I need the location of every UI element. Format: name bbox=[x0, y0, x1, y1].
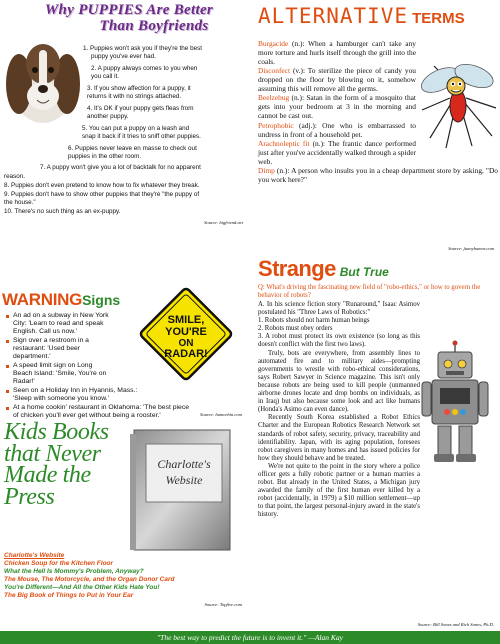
alt-terms-title-sub: TERMS bbox=[412, 10, 465, 27]
warning-title-main: WARNING bbox=[2, 290, 83, 309]
warning-item bbox=[6, 387, 250, 403]
strange-source: Source: Bill Sones and Rich Sones, Ph.D. bbox=[417, 622, 494, 627]
warning-item-line: A speed limit sign on Long bbox=[13, 362, 93, 369]
book-cover-title: Website bbox=[165, 473, 203, 487]
warning-item-line: City: 'Learn to read and speak bbox=[13, 320, 104, 327]
alt-term-definition: (adj.): One who is embarrassed to undress in front of a household pet. bbox=[258, 120, 416, 139]
alt-term-definition: (n.): The frantic dance performed just after you've accidentally walked through a spider web. bbox=[258, 138, 417, 166]
strange-title bbox=[258, 256, 389, 282]
warning-item-line: Seen on a Holiday Inn in Hyannis, Mass.: bbox=[13, 387, 138, 394]
puppies-title-line2: Than Boyfriends bbox=[99, 18, 209, 34]
strange-body bbox=[258, 301, 498, 520]
warning-item-line: Beach Island: 'Smile, You're on bbox=[13, 370, 107, 377]
puppies-line: puppies in the other room. bbox=[68, 153, 142, 160]
warning-item bbox=[6, 337, 250, 361]
kids-book-item: The Mouse, The Motorcycle, and the Organ Donor Card bbox=[4, 575, 175, 583]
puppies-line: 10. There's no such thing as an ex-puppy. bbox=[4, 208, 121, 215]
alt-term-definition: (n.): A person who insults you in a cheap department store by asking, "Do you work here?" bbox=[258, 166, 498, 185]
alt-term-word: Burgacide bbox=[258, 39, 289, 48]
puppies-line: 5. You can put a puppy on a leash and bbox=[82, 125, 190, 132]
book-cover-illustration bbox=[126, 426, 238, 554]
kids-books-title-line: Made the bbox=[4, 462, 91, 488]
warning-item-line: restaurant: 'Used beer bbox=[13, 345, 81, 352]
puppies-source: Source: bigfriend.net bbox=[204, 220, 243, 225]
kids-books-list bbox=[4, 552, 250, 599]
strange-paragraph: Truly, bots are everywhere, from assembly lines to automated fire and to military aides—prompting governments to wrestle with robo-ethical considerations, says Robert Sawyer in Science magazine. This isn't only because robots are being used to kill people (unmanned airborne drones locate and drop bombs on individuals, as in Iraq) but also because some look and act like humans (Honda's Asimo can even dance). bbox=[258, 349, 420, 414]
alt-term-entry bbox=[258, 167, 498, 185]
kids-book-item: You're Different—And All the Other Kids Hate You! bbox=[4, 583, 160, 591]
alt-terms-source: Source: funnyhumor.com bbox=[448, 246, 494, 251]
warning-source: Source: humorbin.com bbox=[200, 412, 242, 417]
strange-paragraph: 2. Robots must obey orders bbox=[258, 325, 333, 333]
kids-books-title-line: that Never bbox=[4, 440, 101, 467]
mosquito-wrap-space bbox=[416, 40, 498, 150]
puppies-line: the house." bbox=[4, 199, 36, 206]
warning-list bbox=[6, 312, 250, 421]
alt-term-definition: (v.): To sterilize the piece of candy you dropped on the floor by blowing on it, somehow assuming this will remove all the germs. bbox=[258, 66, 416, 94]
kids-book-item: Chicken Soup for the Kitchen Floor bbox=[4, 559, 114, 567]
warning-item-line: department.' bbox=[13, 353, 51, 360]
warning-item-line: Sign over a restroom in a bbox=[13, 337, 89, 344]
alt-terms-title bbox=[258, 4, 498, 30]
puppies-line: 8. Puppies don't even pretend to know how to fix whatever they break. bbox=[4, 182, 200, 189]
warning-item-line: At a home cookin' restaurant in Oklahoma: 'The best piece bbox=[13, 404, 190, 411]
puppies-line: 7. A puppy won't give you a lot of backtalk for no apparent bbox=[40, 164, 201, 171]
puppies-line: returns it with no strings attached. bbox=[87, 93, 182, 100]
puppies-title-line1: Why PUPPIES Are Better bbox=[44, 2, 214, 18]
puppies-line: another puppy. bbox=[87, 113, 129, 120]
puppies-line: 4. It's OK if your puppy gets fleas from bbox=[87, 105, 194, 112]
sign-text-line: RADAR! bbox=[164, 348, 208, 360]
kids-book-item: What the Hell Is Mommy's Problem, Anyway? bbox=[4, 567, 144, 575]
warning-item-line: 'Sleep with someone you know.' bbox=[13, 395, 109, 402]
puppies-title bbox=[4, 2, 254, 34]
strange-paragraph: We're not quite to the point in the story where a police officer gets a fully robotic partner or a human marries a robot. But already in the United States, a Michigan jury awarded the family of the first human ever killed by a robot (accidentally, in 1979) a $10 million settlement—up to that point, the largest personal-injury award in the state's history. bbox=[258, 462, 420, 519]
alt-terms-title-main: ALTERNATIVE bbox=[258, 4, 409, 28]
puppy-photo bbox=[3, 34, 83, 126]
strange-paragraph: Recently South Korea established a Robot Ethics Charter and the European Robotics Research Network set standards of robot safety, security, privacy, traceability and identifiability. Japan, with its aging population, foresees robot caregivers in many homes and has issued policies for how they should behave and be treated. bbox=[258, 414, 420, 462]
puppies-line: puppy you've ever had. bbox=[91, 53, 156, 60]
alt-term-definition: (n.): When a hamburger can't take any more torture and hurls itself through the grill into the coals. bbox=[258, 39, 416, 66]
warning-item-line: An ad on a subway in New York bbox=[13, 312, 109, 319]
sign-text-line: SMILE, bbox=[167, 314, 205, 326]
alt-term-word: Disconfect bbox=[258, 66, 291, 76]
puppies-line: snap it back if it tries to sniff other puppies. bbox=[82, 133, 201, 140]
puppies-line: you call it. bbox=[91, 73, 119, 80]
robot-wrap-space bbox=[420, 339, 498, 509]
warning-item-line: English. Call us now.' bbox=[13, 328, 78, 335]
alt-term-word: Arachnoleptic fit bbox=[258, 138, 310, 148]
kids-books-title-line: Press bbox=[4, 483, 55, 510]
alt-term-word: Beelzebug bbox=[258, 93, 290, 103]
strange-title-sub: But True bbox=[339, 265, 389, 279]
puppies-line: 9. Puppies don't have to show other puppies that they're "the puppy of bbox=[4, 191, 200, 198]
warning-item-line: of chicken you'll ever get without being a rooster.' bbox=[13, 412, 161, 419]
kids-book-item: The Big Book of Things to Put in Your Ear bbox=[4, 591, 134, 599]
strange-paragraph: A. In his science fiction story "Runaround," Isaac Asimov postulated his "Three Laws of Robotics:" bbox=[258, 301, 420, 317]
sign-text-line: YOU'RE bbox=[165, 326, 207, 338]
book-cover-title: Charlotte's bbox=[157, 457, 211, 471]
strange-question: Q: What's driving the fascinating new field of "robo-ethics," or how to govern the behavior of robots? bbox=[258, 284, 481, 300]
strange-paragraph: 1. Robots should not harm human beings bbox=[258, 317, 370, 325]
footer-quote: "The best way to predict the future is to invent it." —Alan Kay bbox=[157, 633, 343, 642]
puppies-line: 6. Puppies never leave en masse to check out bbox=[68, 145, 197, 152]
puppies-line: reason. bbox=[4, 173, 26, 180]
alt-term-word: Dimp bbox=[258, 166, 275, 176]
alt-term-definition: (n.): Satan in the form of a mosquito that gets into your bedroom at 3 in the morning and cannot be cast out. bbox=[258, 93, 416, 121]
puppies-line: 3. If you show affection for a puppy, it bbox=[87, 85, 191, 92]
kids-books-title-line: Kids Books bbox=[4, 419, 109, 445]
alt-term-word: Petrophobic bbox=[258, 120, 294, 130]
kids-books-title bbox=[4, 419, 122, 510]
alt-terms-list bbox=[258, 40, 498, 186]
warning-item-line: Radar!' bbox=[13, 378, 35, 385]
kids-books-source: Source: Topfive.com bbox=[204, 602, 242, 607]
sign-text-line: ON bbox=[178, 338, 194, 349]
kids-book-item: Charlotte's Website bbox=[4, 552, 65, 559]
puppies-line: 2. A puppy always comes to you when bbox=[91, 65, 198, 72]
strange-title-main: Strange bbox=[258, 256, 336, 281]
warning-title bbox=[2, 290, 120, 310]
puppies-line: 1. Puppies won't ask you if they're the best bbox=[83, 45, 202, 52]
warning-item bbox=[6, 312, 250, 336]
warning-item bbox=[6, 362, 250, 386]
warning-title-sub: Signs bbox=[82, 292, 121, 308]
strange-paragraph: 3. A robot must protect its own existence (so long as this doesn't conflict with the first two laws). bbox=[258, 333, 420, 349]
